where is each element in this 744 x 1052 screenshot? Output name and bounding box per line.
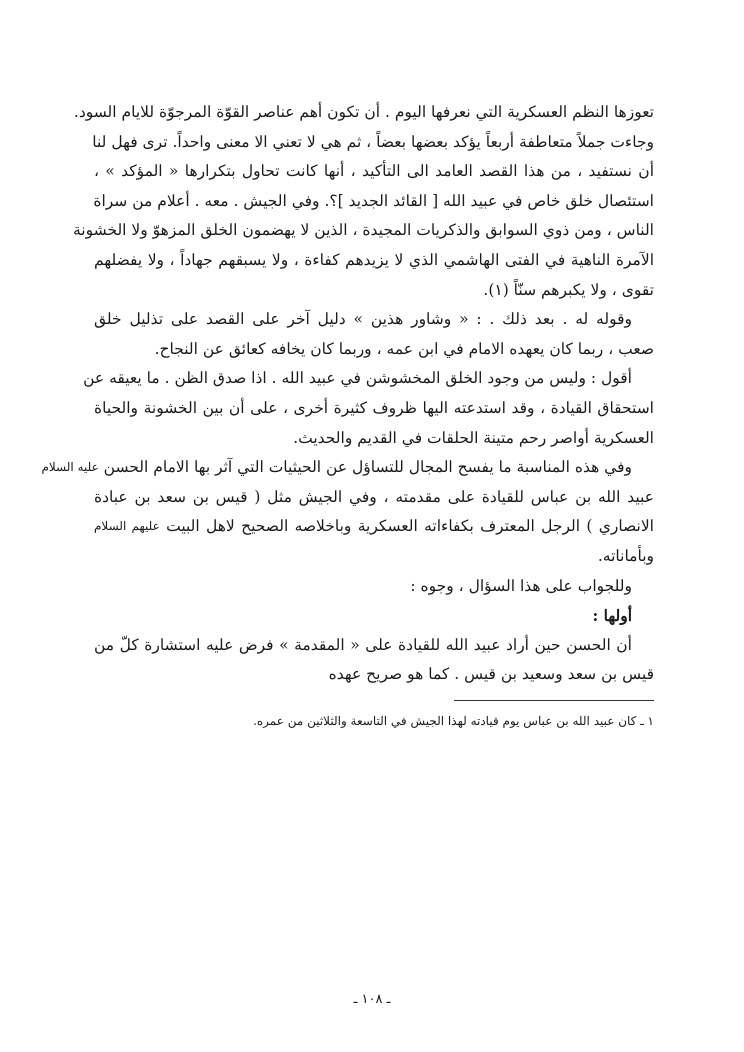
text-line: استئصال خلق خاص في عبيد الله [ القائد الجديد ]؟. وفي الجيش . معه . أعلام من سراة (93, 191, 654, 210)
text-line: الناس ، ومن ذوي السوابق والذكريات المجيدة ، الذين لا يهضمون الخلق المزهوّ ولا الخشونة (73, 221, 654, 240)
text-line: العسكرية أواصر رحم متينة الحلقات في القديم والحديث. (293, 428, 654, 447)
page-number: ـ ١٠٨ ـ (353, 992, 391, 1007)
text-line: الآمرة الناهية في الفتى الهاشمي الذي لا يزيدهم كفاءة ، ولا يسبقهم جهاداً ، ولا يفضلهم (94, 250, 654, 269)
text-line: صعب ، ربما كان يعهده الامام في ابن عمه ، وربما كان يخافه كعائق عن النجاح. (154, 339, 654, 358)
text-line: قيس بن سعد وسعيد بن قيس . كما هو صريح عهده (328, 665, 654, 684)
text-line: استحقاق القيادة ، وقد استدعته اليها ظروف كثيرة أخرى ، على أن بين الخشونة والحياة (94, 398, 654, 417)
honorific-symbol: عليهم السلام (94, 519, 160, 534)
text-line: وجاءت جملاً متعاطفة أربعاً يؤكد بعضها بعضاً ، ثم هي لا تعني الا معنى واحداً. ترى فهل لنا (92, 132, 654, 151)
text-line (41, 453, 654, 483)
text-line: تعوزها النظم العسكرية التي نعرفها اليوم . أن تكون أهم عناصر القوّة المرجوّة للايام السود. (73, 103, 654, 121)
text-line: عبيد الله بن عباس للقيادة على مقدمته ، وفي الجيش مثل ( قيس بن سعد بن عبادة (94, 487, 654, 506)
text-line: وبأماناته. (597, 546, 654, 565)
section-heading: أولها : (592, 606, 632, 626)
footnote: ١ ـ كان عبيد الله بن عباس يوم قيادته لهذا الجيش في التاسعة والثلاثين من عمره. (253, 713, 654, 728)
text-line (94, 512, 654, 542)
text-line: تقوى ، ولا يكبرهم سنّاً (١). (483, 280, 654, 299)
text-line-content: الانصاري ) الرجل المعترف بكفاءاته العسكرية وباخلاصه الصحيح لاهل البيت (166, 517, 654, 536)
text-line-content: وفي هذه المناسبة ما يفسح المجال للتساؤل عن الحيثيات التي آثر بها الامام الحسن (103, 458, 632, 477)
footnote-divider (454, 700, 654, 701)
text-line: أقول : وليس من وجود الخلق المخشوشن في عبيد الله . اذا صدق الظن . ما يعيقه عن (83, 369, 632, 388)
text-line: وقوله له . بعد ذلك . : « وشاور هذين » دليل آخر على القصد على تذليل خلق (94, 310, 632, 329)
document-body (41, 98, 654, 731)
honorific-symbol: عليه السلام (41, 460, 99, 475)
text-line: وللجواب على هذا السؤال ، وجوه : (410, 576, 632, 595)
text-line: أن نستفيد ، من هذا القصد العامد الى التأكيد ، أنها كانت تحاول بتكرارها « المؤكد » ، (94, 162, 654, 181)
text-line: أن الحسن حين أراد عبيد الله للقيادة على « المقدمة » فرض عليه استشارة كلّ من (94, 635, 632, 654)
